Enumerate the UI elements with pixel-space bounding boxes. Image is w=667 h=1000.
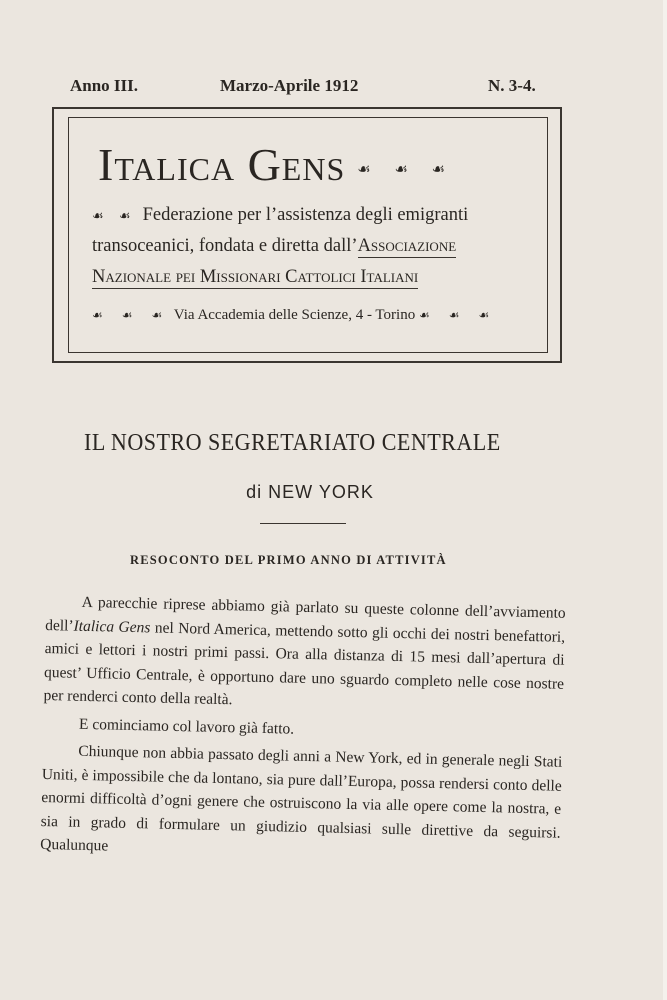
volume-label: Anno III.	[70, 76, 139, 95]
body-paragraph: Chiunque non abbia passato degli anni a New York, ed in generale negli Stati Uniti, è impossibile che da lontano, sia pure dall’Europa, possa rendersi conto delle enormi difficoltà d’ogni genere che ostruiscono la via alle opere come la nostra, e sia in grado di formulare un giudizio qualsiasi sulle direttive da seguirsi. Qualunque	[40, 742, 563, 855]
issue-date: Marzo-Aprile 1912	[220, 76, 359, 95]
body-paragraph: A parecchie riprese abbiamo già parlato su queste colonne dell’avviamento dell’Italica Gens nel Nord America, mettendo sotto gli occhi dei nostri benefattori, amici e lettori i nostri primi passi. Ora alla distanza di 15 mesi dall’apertura di quest’ Ufficio Centrale, è opportuno dare uno sguardo completo nelle cose nostre per renderci conto della realtà.	[43, 593, 566, 709]
divider-rule	[260, 523, 346, 524]
section-heading: RESOCONTO DEL PRIMO ANNO DI ATTIVITÀ	[130, 553, 447, 567]
article-body	[40, 590, 566, 868]
body-paragraph: E cominciamo col lavoro già fatto.	[78, 715, 295, 738]
running-header	[70, 76, 553, 98]
address-line	[92, 307, 532, 324]
fleuron-ornament-icon: ☙ ☙ ☙	[357, 162, 456, 178]
fleuron-ornament-icon: ☙ ☙	[92, 208, 137, 223]
article-title: IL NOSTRO SEGRETARIATO CENTRALE	[84, 430, 501, 456]
association-name: Associazione	[357, 236, 457, 256]
issue-number: N. 3-4.	[488, 76, 536, 95]
fleuron-ornament-icon: ☙ ☙ ☙	[418, 308, 498, 322]
article-subtitle: di NEW YORK	[246, 482, 374, 502]
federation-line-2: transoceanici, fondata e diretta dall’	[92, 236, 358, 256]
federation-line-3: Nazionale pei Missionari Cattolici Italiani	[92, 267, 419, 287]
address-text: Via Accademia delle Scienze, 4 - Torino	[173, 307, 416, 323]
masthead-title	[98, 138, 455, 191]
federation-line-1: Federazione per l’assistenza degli emigranti	[142, 205, 469, 225]
federation-description	[92, 200, 532, 293]
fleuron-ornament-icon: ☙ ☙ ☙	[92, 308, 171, 322]
journal-title: Italica Gens	[98, 139, 346, 190]
